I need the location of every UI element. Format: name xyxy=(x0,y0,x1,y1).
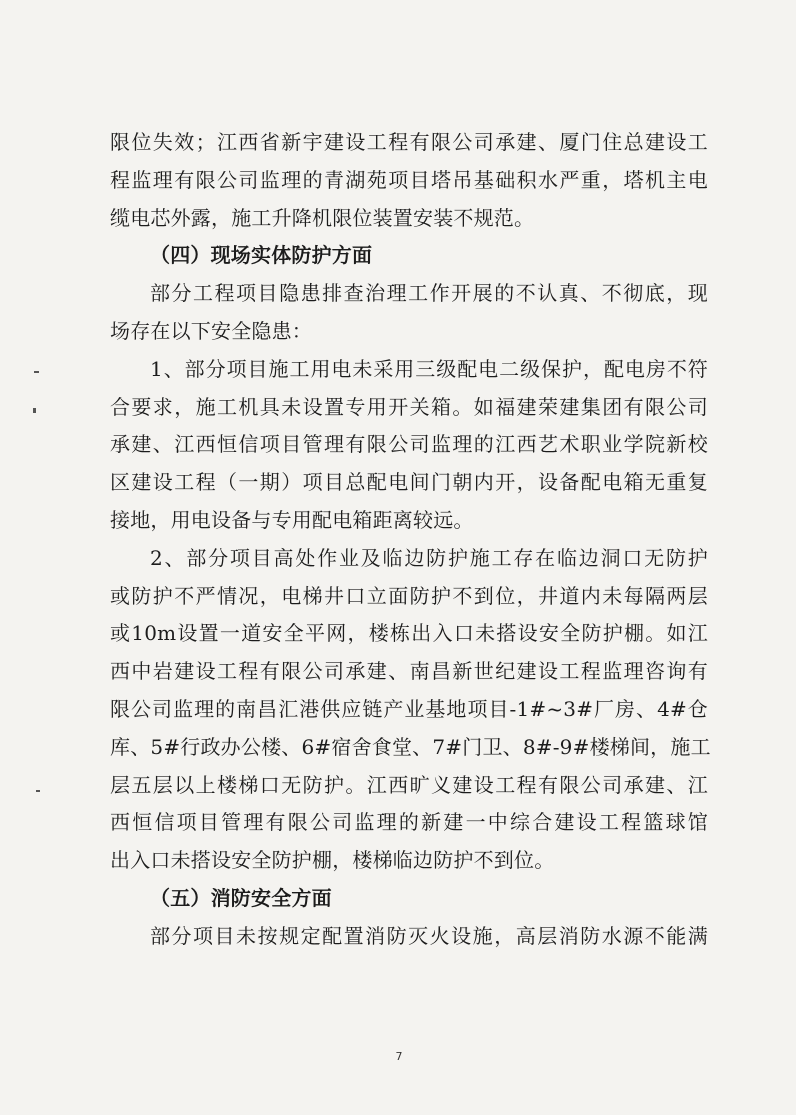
text-line: 库、5#行政办公楼、6#宿舍食堂、7#门卫、8#-9#楼梯间，施工 xyxy=(110,734,711,759)
text-line: 部分项目未按规定配置消防灭火设施，高层消防水源不能满 xyxy=(150,923,708,948)
text-line: 程监理有限公司监理的青湖苑项目塔吊基础积水严重，塔机主电 xyxy=(110,167,708,192)
text-line: 或防护不严情况，电梯井口立面防护不到位，井道内未每隔两层 xyxy=(110,583,708,608)
text-line: 缆电芯外露，施工升降机限位装置安装不规范。 xyxy=(110,205,535,230)
section-heading: （五）消防安全方面 xyxy=(150,885,332,910)
text-line: 接地，用电设备与专用配电箱距离较远。 xyxy=(110,507,474,532)
section-heading: （四）现场实体防护方面 xyxy=(150,243,373,268)
page-number: 7 xyxy=(395,1050,403,1063)
text-line: 承建、江西恒信项目管理有限公司监理的江西艺术职业学院新校 xyxy=(110,432,708,457)
text-line: 1、部分项目施工用电未采用三级配电二级保护，配电房不符 xyxy=(150,356,708,381)
text-line: 合要求，施工机具未设置专用开关箱。如福建荣建集团有限公司 xyxy=(110,394,708,419)
text-line: 限位失效；江西省新宇建设工程有限公司承建、厦门住总建设工 xyxy=(110,130,708,154)
text-line: 西恒信项目管理有限公司监理的新建一中综合建设工程篮球馆 xyxy=(110,810,708,835)
text-line: 部分工程项目隐患排查治理工作开展的不认真、不彻底，现 xyxy=(150,281,708,306)
text-line: 或10m设置一道安全平网，楼栋出入口未搭设安全防护棚。如江 xyxy=(110,621,708,646)
scan-mark xyxy=(33,408,36,413)
text-line: 场存在以下安全隐患： xyxy=(110,318,312,343)
text-line: 西中岩建设工程有限公司承建、南昌新世纪建设工程监理咨询有 xyxy=(110,659,708,684)
text-line: 2、部分项目高处作业及临边防护施工存在临边洞口无防护 xyxy=(150,545,708,570)
text-line: 限公司监理的南昌汇港供应链产业基地项目-1#~3#厂房、4#仓 xyxy=(110,696,708,721)
text-line: 区建设工程（一期）项目总配电间门朝内开，设备配电箱无重复 xyxy=(110,470,708,495)
scan-mark xyxy=(36,790,40,792)
text-line: 出入口未搭设安全防护棚，楼梯临边防护不到位。 xyxy=(110,848,555,873)
document-body xyxy=(110,124,711,956)
scan-mark xyxy=(34,371,39,373)
text-line: 层五层以上楼梯口无防护。江西旷义建设工程有限公司承建、江 xyxy=(110,772,708,797)
